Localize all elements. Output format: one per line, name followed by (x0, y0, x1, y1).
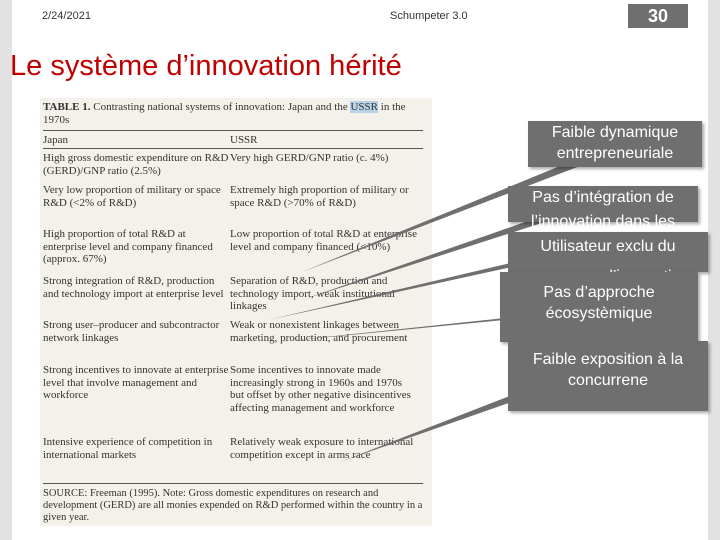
table-cell-japan: Strong incentives to innovate at enterprise level that involve management and workforce (43, 364, 229, 401)
table-cell-japan: Very low proportion of military or space R&D (<2% of R&D) (43, 184, 221, 209)
table-cell-ussr: Relatively weak exposure to international competition except in arms race (230, 436, 414, 461)
table-column-header-japan: Japan (43, 134, 69, 146)
callout-pointer (268, 318, 525, 343)
table-caption-end: in the 1970s (43, 101, 406, 126)
callout-ecosystem: Pas d’approche écosystèmique (500, 272, 698, 342)
callout-competition: Faible exposition à la concurrene (508, 341, 708, 411)
table-cell-ussr: Some incentives to innovate made increasingly strong in 1960s and 1970s but offset by other negative disincentives affecting management and workforce (230, 364, 411, 414)
table-source-note: SOURCE: Freeman (1995). Note: Gross domestic expenditures on research and development (GERD) are all monies expended on R&D performed within the country in a given year. (43, 488, 423, 523)
callout-pointer (268, 262, 535, 320)
callout-user-excluded: Utilisateur exclu du (508, 232, 708, 272)
slide-date: 2/24/2021 (42, 10, 91, 22)
table-cell-ussr: Very high GERD/GNP ratio (c. 4%) (230, 152, 389, 164)
table-caption-label: TABLE 1. (43, 101, 91, 113)
table-cell-ussr: Weak or nonexistent linkages between marketing, production, and procurement (230, 319, 408, 344)
slide-footer-text: Schumpeter 3.0 (390, 10, 468, 22)
slide-number-badge: 30 (628, 4, 688, 28)
table-cell-japan: Strong integration of R&D, production and technology import at enterprise level (43, 275, 224, 300)
callout-entrepreneurial: Faible dynamique entrepreneuriale (528, 121, 702, 167)
table-cell-japan: High gross domestic expenditure on R&D (GERD)/GNP ratio (2.5%) (43, 152, 229, 177)
slide-title: Le système d’innovation hérité (10, 50, 402, 82)
callout-innovation-integration: Pas d’intégration de l’innovation dans les (508, 186, 698, 222)
table-caption-highlight: USSR (350, 101, 379, 113)
table-caption-text: Contrasting national systems of innovation: Japan and the (90, 101, 351, 113)
table-cell-japan: High proportion of total R&D at enterprise level and company financed (approx. 67%) (43, 228, 213, 265)
table-cell-japan: Intensive experience of competition in international markets (43, 436, 213, 461)
table-cell-ussr: Low proportion of total R&D at enterprise level and company financed (<10%) (230, 228, 417, 253)
table-cell-ussr: Extremely high proportion of military or space R&D (>70% of R&D) (230, 184, 409, 209)
table-cell-japan: Strong user–producer and subcontractor network linkages (43, 319, 220, 344)
table-cell-ussr: Separation of R&D, production and technology import, weak institutional linkages (230, 275, 395, 312)
table-column-header-ussr: USSR (230, 134, 258, 146)
